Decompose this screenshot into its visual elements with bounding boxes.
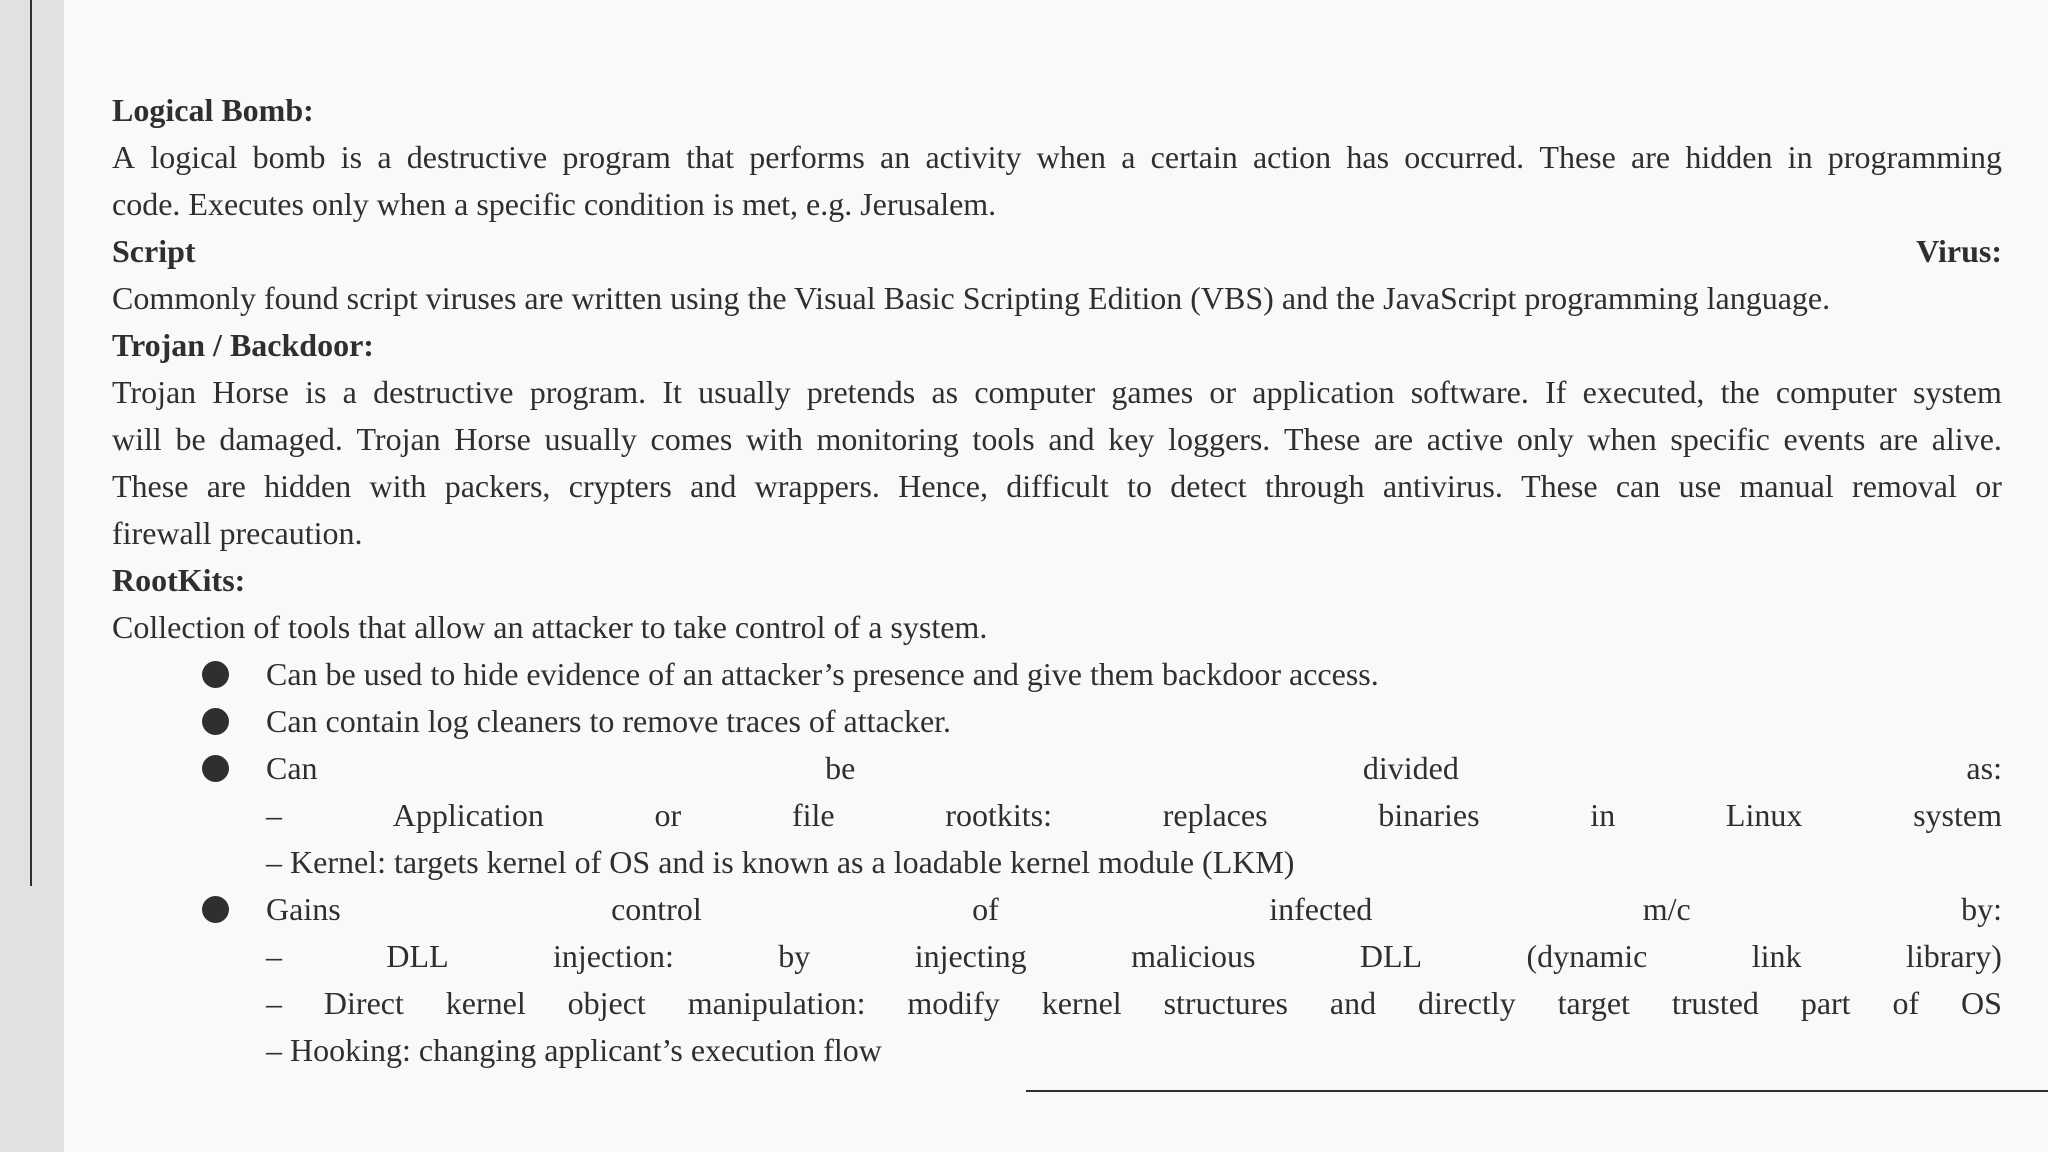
word: library) [1905,938,2002,974]
word: structures [1163,985,1288,1021]
sub-list-item [112,933,2002,980]
word: directly [1418,985,1516,1021]
word: part [1800,985,1851,1021]
word: use [1678,468,1722,504]
word: Gains [266,891,341,927]
word: computer [1775,374,1897,410]
word: is [340,139,363,175]
word: object [567,985,646,1021]
word: performs [749,139,865,175]
word: DLL [386,938,449,974]
list-item [112,886,2002,933]
word: Trojan [356,421,441,457]
word: program. [529,374,647,410]
word: kernel [445,985,526,1021]
word: and [1329,985,1377,1021]
word: programming [1827,139,2002,175]
word: to [1127,468,1152,504]
word: These [112,468,189,504]
word: be [175,421,206,457]
word: difficult [1006,468,1109,504]
word: or [654,797,682,833]
word: tools [972,421,1035,457]
word: These [1283,421,1361,457]
paragraph-logical-bomb-line2: code. Executes only when a specific condition is met, e.g. Jerusalem. [112,186,997,222]
word: are [1878,421,1919,457]
word: that [686,139,735,175]
heading-logical-bomb: Logical Bomb: [112,92,314,128]
word: with [745,421,803,457]
left-margin-strip [0,0,64,1152]
paragraph-logical-bomb-line1 [112,134,2002,181]
word: occurred. [1404,139,1525,175]
sub-list-item: – Kernel: targets kernel of OS and is known as a loadable kernel module (LKM) [266,844,1295,880]
paragraph-script-virus: Commonly found script viruses are written using the Visual Basic Scripting Edition (VBS) and the JavaScript programming language. [112,280,1831,316]
word: Hence, [898,468,988,504]
word: program [562,139,671,175]
word: in [1590,797,1616,833]
word: of [1892,985,1920,1021]
word: rootkits: [945,797,1052,833]
bullet-icon [202,708,229,735]
left-margin-rule [30,0,32,886]
heading-rootkits: RootKits: [112,562,246,598]
word: Can [266,750,318,786]
word: usually [544,421,637,457]
word: (dynamic [1526,938,1648,974]
word: hidden [264,468,352,504]
word: manual [1739,468,1834,504]
word: games [1111,374,1194,410]
word: are [1374,421,1414,457]
word: manipulation: [687,985,866,1021]
word: destructive [373,374,514,410]
word: monitoring [816,421,959,457]
list-item-text [266,745,2002,792]
word: is [305,374,327,410]
list-item [112,745,2002,792]
word: Trojan [112,374,197,410]
word: be [825,750,856,786]
word: of [972,891,999,927]
word: Direct [323,985,404,1021]
bullet-icon [202,755,229,782]
word: active [1426,421,1504,457]
word: activity [925,139,1022,175]
word: alive. [1931,421,2002,457]
word: destructive [406,139,548,175]
word: removal [1852,468,1957,504]
bullet-icon [202,661,229,688]
word: antivirus. [1382,468,1503,504]
word: executed, [1582,374,1705,410]
word: malicious [1131,938,1256,974]
word: control [611,891,702,927]
word: in [1787,139,1813,175]
word: trusted [1671,985,1759,1021]
word: packers, [444,468,551,504]
word: Horse [454,421,531,457]
paragraph-trojan-line4: firewall precaution. [112,515,363,551]
paragraph-trojan-line3 [112,463,2002,510]
word: key [1108,421,1155,457]
word: software. [1410,374,1529,410]
list-item [112,651,2002,698]
word: Horse [212,374,289,410]
word: Application [392,797,544,833]
word: – [266,797,282,833]
word: are [206,468,246,504]
word: Linux [1725,797,1803,833]
word: These [1539,139,1616,175]
word: logical [150,139,238,175]
word: when [1587,421,1657,457]
word: loggers. [1168,421,1271,457]
word: infected [1269,891,1373,927]
sub-list-item [112,980,2002,1027]
word: If [1545,374,1567,410]
word: detect [1170,468,1247,504]
word: a [1121,139,1136,175]
word: A [112,139,136,175]
word: has [1346,139,1390,175]
word: an [880,139,911,175]
heading-script-virus [112,228,2002,275]
list-item-text: Can be used to hide evidence of an attacker’s presence and give them backdoor access. [266,656,1379,692]
word: computer [974,374,1096,410]
sub-list-item: – Hooking: changing applicant’s execution flow [266,1032,882,1068]
word: These [1521,468,1598,504]
word: file [791,797,835,833]
word: target [1557,985,1630,1021]
heading-script-virus-right: Virus: [1916,233,2002,269]
word: only [1516,421,1574,457]
word: usually [698,374,791,410]
word: replaces [1162,797,1268,833]
word: OS [1961,985,2002,1021]
word: the [1720,374,1760,410]
word: wrappers. [754,468,880,504]
word: events [1783,421,1866,457]
word: can [1615,468,1661,504]
word: and [1048,421,1095,457]
footer-rule [1026,1090,2048,1092]
word: hidden [1685,139,1773,175]
word: pretends [806,374,916,410]
word: – [266,938,282,974]
word: a [377,139,392,175]
word: and [690,468,737,504]
word: – [266,985,282,1021]
word: as: [1966,750,2002,786]
word: system [1913,797,2002,833]
word: bomb [252,139,326,175]
word: or [1975,468,2002,504]
bullet-icon [202,896,229,923]
word: DLL [1359,938,1423,974]
word: m/c [1642,891,1691,927]
word: modify [907,985,1000,1021]
paragraph-trojan-line1 [112,369,2002,416]
list-item [112,698,2002,745]
word: crypters [568,468,672,504]
word: damaged. [219,421,343,457]
word: divided [1362,750,1459,786]
word: It [662,374,682,410]
word: by [778,938,811,974]
word: injecting [914,938,1027,974]
document-content [112,87,2002,1074]
heading-trojan-backdoor: Trojan / Backdoor: [112,327,374,363]
word: or [1209,374,1237,410]
word: injection: [553,938,674,974]
word: through [1264,468,1365,504]
word: comes [650,421,733,457]
word: application [1252,374,1395,410]
word: certain [1150,139,1238,175]
word: kernel [1041,985,1122,1021]
word: with [369,468,427,504]
word: will [112,421,162,457]
word: as [931,374,959,410]
word: binaries [1378,797,1480,833]
sub-list-item [112,792,2002,839]
word: by: [1961,891,2002,927]
word: when [1036,139,1106,175]
word: link [1751,938,1802,974]
word: a [342,374,357,410]
heading-script-virus-left: Script [112,233,196,269]
word: are [1631,139,1671,175]
word: action [1252,139,1332,175]
paragraph-rootkits-intro: Collection of tools that allow an attacker to take control of a system. [112,609,988,645]
word: specific [1670,421,1770,457]
list-item-text [266,886,2002,933]
paragraph-trojan-line2 [112,416,2002,463]
list-item-text: Can contain log cleaners to remove traces of attacker. [266,703,952,739]
word: system [1912,374,2002,410]
